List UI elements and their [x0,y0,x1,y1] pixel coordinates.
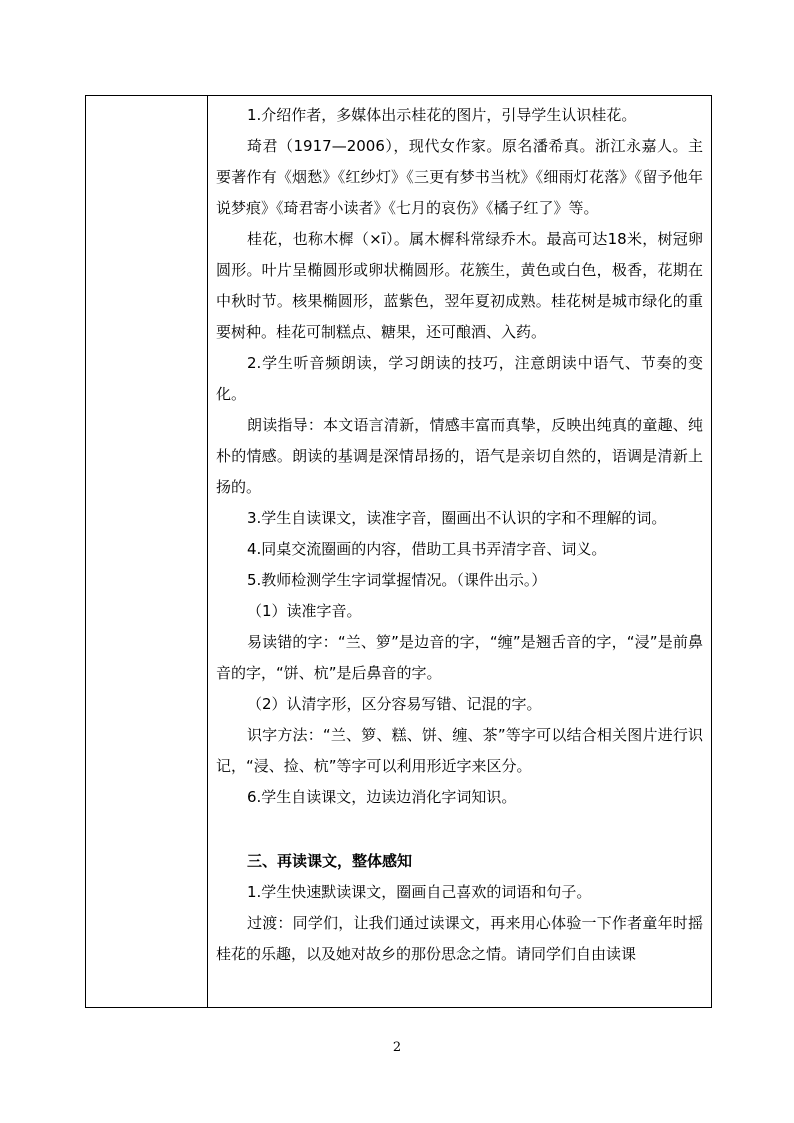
paragraph-osmanthus: 桂花，也称木樨（×ī）。属木樨科常绿乔木。最高可达18米，树冠卵圆形。叶片呈椭圆形或卵状椭圆形。花簇生，黄色或白色，极香，花期在中秋时节。核果椭圆形，蓝紫色，翌年夏初成熟。桂花树是城市绿化的重要树种。桂花可制糕点、糖果，还可酿酒、入药。 [216,230,703,341]
paragraph-author-bio: 琦君（1917—2006），现代女作家。原名潘希真。浙江永嘉人。主要著作有《烟愁》《红纱灯》《三更有梦书当枕》《细雨灯花落》《留予他年说梦痕》《琦君寄小读者》《七月的哀伤》《橘子红了》等。 [216,137,703,217]
cell-content [208,96,711,970]
paragraph-silent-read: 1.学生快速默读课文，圈画自己喜欢的词语和句子。 [247,883,592,901]
paragraph-reading-guide: 朗读指导：本文语言清新，情感丰富而真挚，反映出纯真的童趣、纯朴的情感。朗读的基调是深情昂扬的，语气是亲切自然的，语调是清新上扬的。 [216,416,703,496]
paragraph-self-read: 3.学生自读课文，读准字音，圈画出不认识的字和不理解的词。 [247,509,667,527]
table-right-cell [208,96,712,1008]
page-number: 2 [392,1040,402,1055]
table-row [86,96,712,1008]
paragraph-desk-exchange: 4.同桌交流圈画的内容，借助工具书弄清字音、词义。 [247,540,607,558]
section-heading: 三、再读课文，整体感知 [247,852,413,870]
paragraph-recognize-shape: （2）认清字形，区分容易写错、记混的字。 [247,695,542,713]
paragraph-read-pronunciation: （1）读准字音。 [247,602,362,620]
lesson-plan-table [85,95,712,1008]
paragraph-transition: 过渡：同学们，让我们通过读课文，再来用心体验一下作者童年时摇桂花的乐趣，以及她对故乡的那份思念之情。请同学们自由读课 [216,914,703,963]
blank-line [216,813,703,846]
paragraph-intro-author: 1.介绍作者，多媒体出示桂花的图片，引导学生认识桂花。 [247,106,637,124]
paragraph-easy-misread: 易读错的字：“兰、箩”是边音的字，“缠”是翘舌音的字，“浸”是前鼻音的字，“饼、杭”是后鼻音的字。 [216,633,703,682]
paragraph-literacy-method: 识字方法：“兰、箩、糕、饼、缠、茶”等字可以结合相关图片进行识记，“浸、捡、杭”等字可以利用形近字来区分。 [216,726,703,775]
paragraph-listen-audio: 2.学生听音频朗读，学习朗读的技巧，注意朗读中语气、节奏的变化。 [216,354,703,403]
paragraph-digest-words: 6.学生自读课文，边读边消化字词知识。 [247,788,517,806]
table-left-cell [86,96,208,1008]
paragraph-teacher-check: 5.教师检测学生字词掌握情况。（课件出示。） [247,571,547,589]
